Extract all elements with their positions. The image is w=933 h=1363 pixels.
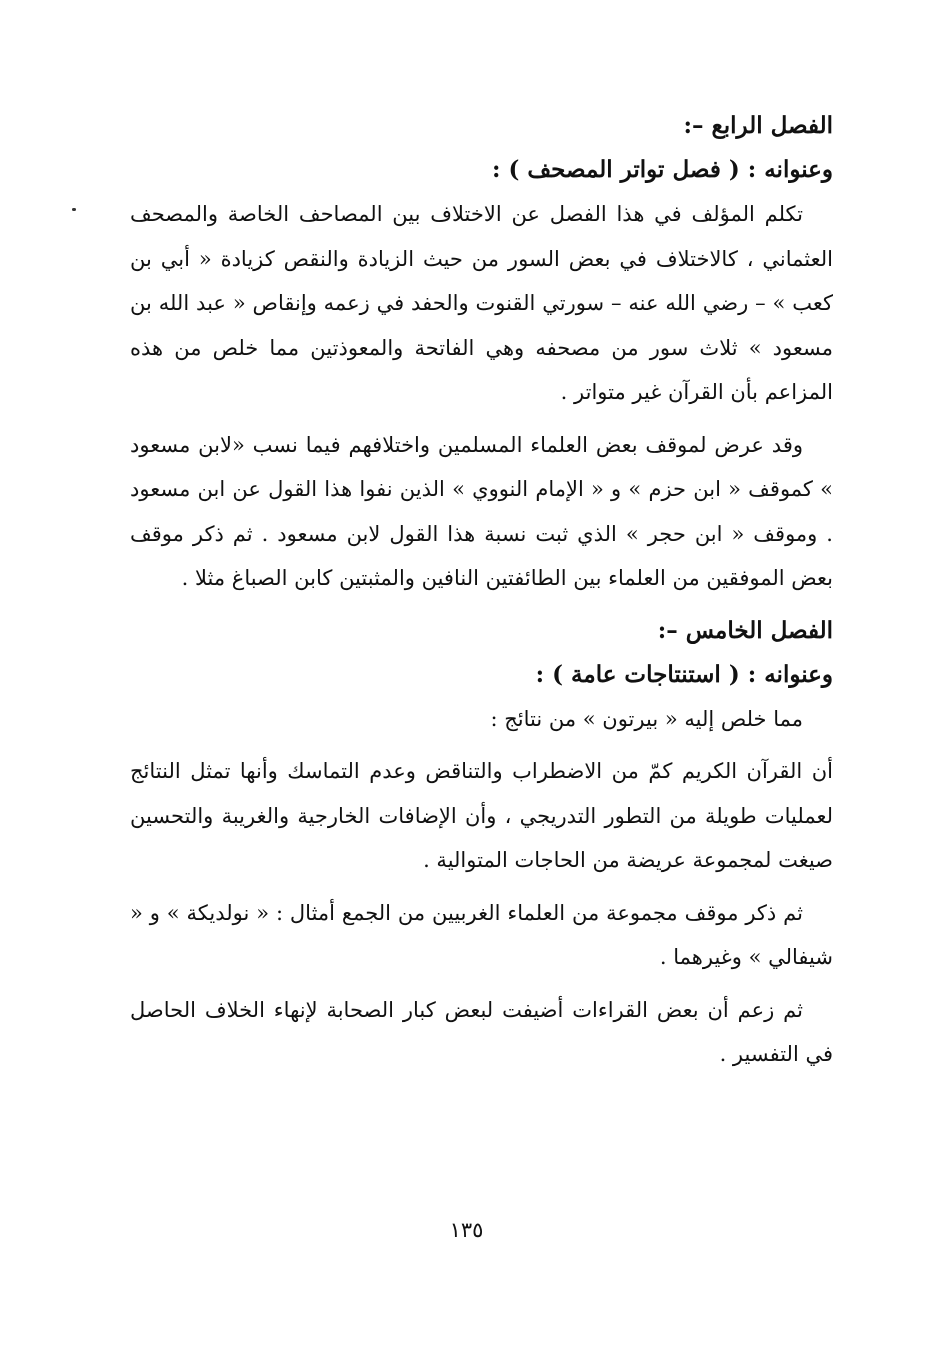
chapter5-title-close: ) : — [535, 660, 564, 688]
document-page — [130, 104, 833, 1085]
chapter4-title-text: فصل تواتر المصحف — [527, 156, 721, 183]
stray-mark — [72, 208, 76, 211]
chapter4-paragraph-1: تكلم المؤلف في هذا الفصل عن الاختلاف بين المصاحف الخاصة والمصحف العثماني ، كالاختلاف في بعض السور من حيث الزيادة والنقص كزيادة « أبي بن كعب » – رضي الله عنه – سورتي القنوت والحفد في زعمه وإنقاص « عبد الله بن مسعود » ثلاث سور من مصحفه وهي الفاتحة والمعوذتين مما خلص من هذه المزاعم بأن القرآن غير متواتر . — [130, 202, 833, 404]
chapter4-heading — [130, 104, 833, 148]
chapter5-paragraph-1: مما خلص إليه « بيرتون » من نتائج : — [490, 706, 803, 731]
chapter4-paragraph-2: وقد عرض لموقف بعض العلماء المسلمين واختلافهم فيما نسب «لابن مسعود » كموقف « ابن حزم » و « الإمام النووي » الذين نفوا هذا القول عن ابن مسعود . وموقف « ابن حجر » الذي ثبت نسبة هذا القول لابن مسعود . ثم ذكر موقف بعض الموفقين من العلماء بين الطائفتين النافين والمثبتين كابن الصباغ مثلا . — [130, 432, 833, 590]
chapter5-title — [130, 653, 833, 697]
chapter5-paragraph-4: ثم زعم أن بعض القراءات أضيفت لبعض كبار الصحابة لإنهاء الخلاف الحاصل في التفسير . — [130, 997, 833, 1066]
chapter4-heading-text: الفصل الرابع –: — [683, 112, 833, 139]
chapter5-title-text: استنتاجات عامة — [571, 660, 721, 688]
chapter4-title-close: ) : — [491, 156, 520, 183]
chapter5-heading — [130, 609, 833, 653]
chapter5-paragraph-3: ثم ذكر موقف مجموعة من العلماء الغربيين من الجمع أمثال : « نولديكة » و « شيفالي » وغيرهما . — [130, 900, 833, 969]
chapter5-heading-text: الفصل الخامس –: — [657, 616, 833, 644]
page-number: ١٣٥ — [449, 1218, 484, 1242]
chapter5-paragraph-2: أن القرآن الكريم كمّ من الاضطراب والتناقض وعدم التماسك وأنها تمثل النتائج لعمليات طويلة من التطور التدريجي ، وأن الإضافات الخارجية والغريبة والتحسين صيغت لمجموعة عريضة من الحاجات المتوالية . — [130, 759, 833, 872]
chapter5-title-label: وعنوانه : ( — [728, 660, 833, 688]
chapter4-title-label: وعنوانه : ( — [728, 156, 833, 183]
chapter4-title — [130, 148, 833, 192]
